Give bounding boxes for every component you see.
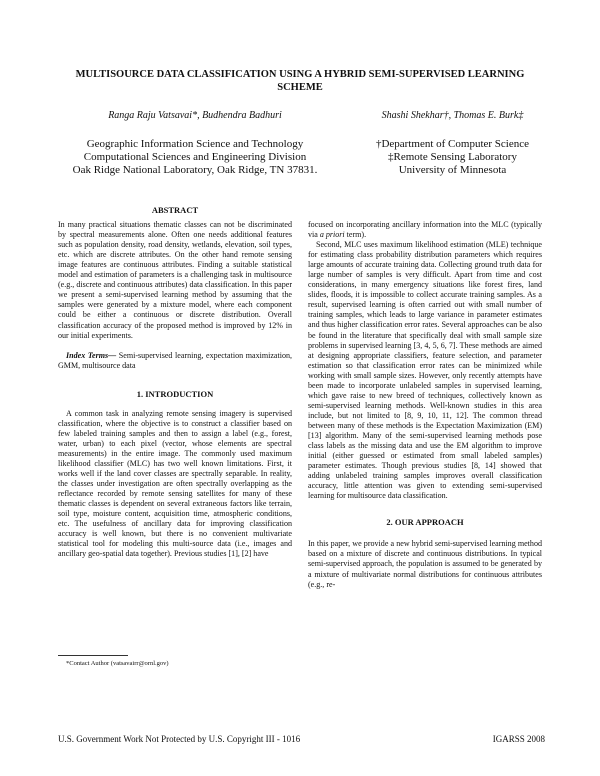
authors-right: Shashi Shekhar†, Thomas E. Burk‡	[381, 110, 524, 121]
approach-paragraph: In this paper, we provide a new hybrid semi-supervised learning method based on a mixture of discrete and continuous distributions. In typical semi-supervised approach, the population is assumed to be generated by a mixture of multivariate normal distributions for continuous attributes (e.g., re-	[308, 539, 542, 589]
left-column	[58, 205, 292, 559]
footnote: *Contact Author (vatsavairr@ornl.gov)	[66, 660, 169, 667]
footer-venue: IGARSS 2008	[492, 734, 545, 744]
footer-left	[58, 734, 300, 744]
affiliation-line: Oak Ridge National Laboratory, Oak Ridge, TN 37831.	[72, 164, 318, 176]
index-terms-label: Index Terms—	[66, 350, 117, 360]
affiliation-line: University of Minnesota	[398, 164, 507, 176]
approach-heading: 2. OUR APPROACH	[386, 517, 464, 528]
index-terms-text: Semi-supervised learning, expectation maximization, GMM, multisource data	[58, 350, 293, 370]
affiliation-line: ‡Remote Sensing Laboratory	[388, 151, 517, 163]
affiliation-line: Computational Sciences and Engineering Division	[83, 151, 307, 163]
right-column	[308, 220, 542, 590]
intro-paragraph: A common task in analyzing remote sensing imagery is supervised classification, where the objective is to construct a classifier based on few labeled training samples and then to assign a label (e.g., forest, water, urban) to each pixel (vector, whose elements are spectral measurements) in the entire image. The commonly used maximum likelihood classifier (MLC) has two well known limitations. First, it works well if the land cover classes are spectrally separable. In reality, the classes under investigation are often spectrally overlapping as the reflectance recorded by remote sensing satellites for many of these thematic classes is dependent on several extraneous factors like terrain, soil type, moisture content, acquisition time, atmospheric conditions, etc. The usefulness of ancillary data for improving classification accuracy is well known, but there is no convenient multivariate statistical tool for modeling this multi-source data (i.e., images and ancillary geo-spatial data together). Previous studies [1], [2] have	[58, 408, 292, 559]
abstract-text: In many practical situations thematic classes can not be discriminated by spectral measurements alone. Often one needs additional features such as population density, road density, wetlands, elevation, soil types, etc. which are discrete attributes. On the other hand remote sensing image features are continuous attributes. Finding a suitable statistical model and estimation of parameters is a challenging task in multisource (e.g., discrete and continuous attributes) data classification. In this paper we present a semi-supervised learning method by assuming that the samples were generated by a mixture model, where each component could be either a continuous or discrete distribution. Overall classification accuracy of the proposed method is improved by 12% in our initial experiments.	[58, 220, 292, 340]
paper-title: MULTISOURCE DATA CLASSIFICATION USING A HYBRID SEMI-SUPERVISED LEARNING SCHEME	[75, 69, 525, 93]
abstract-heading: ABSTRACT	[151, 205, 199, 215]
affiliation-right	[355, 138, 550, 177]
footer-copyright: U.S. Government Work Not Protected by U.S. Copyright	[58, 734, 264, 744]
right-paragraph-2: Second, MLC uses maximum likelihood estimation (MLE) technique for estimating class probability distribution parameters which requires large amounts of accurate training data. Collecting ground truth data for large number of samples is very difficult. Apart from time and cost considerations, in many emergency situations like forest fires, land slides, floods, it is impossible to collect accurate training samples. As a result, supervised learning is often carried out with small number of training samples, which leads to large variance in parameter estimates and thus higher classification error rates. Several approaches can be also be found in the literature that specifically deal with small sample size problems in supervised learning [3, 4, 5, 6, 7]. These methods are aimed at designing appropriate classifiers, feature selection, and parameter estimation so that classification error rates can be minimized while working with small sample sizes. However, only recently attempts have been made to incorporate unlabeled samples in supervised learning, which gave raise to new breed of techniques, collectively known as semi-supervised learning methods. Well-known studies in this area include, but not limited to [8, 9, 10, 11, 12]. The common thread between many of these methods is the Expectation Maximization (EM) [13] algorithm. Many of the semi-supervised learning methods pose class labels as the missing data and use the EM algorithm to improve initial (either guessed or estimated from small labeled samples) parameter estimates. Though previous studies [8, 14] showed that adding unlabeled training samples improves overall classification accuracy, little attention was given to extending semi-supervised learning for multisource data classification.	[308, 240, 542, 501]
authors-left: Ranga Raju Vatsavai*, Budhendra Badhuri	[108, 110, 282, 121]
footnote-divider	[58, 655, 128, 656]
right-paragraph-1-b: term).	[344, 230, 367, 240]
affiliation-left	[55, 138, 335, 177]
index-terms	[58, 351, 292, 371]
right-paragraph-1-italic: a priori	[319, 230, 345, 240]
right-paragraph-1	[308, 220, 542, 240]
intro-heading: 1. INTRODUCTION	[136, 388, 214, 399]
footer-page-number: III - 1016	[265, 734, 301, 744]
affiliation-line: †Department of Computer Science	[375, 138, 530, 150]
right-paragraph-1-a: focused on incorporating ancillary information into the MLC (typically via	[308, 220, 542, 240]
affiliation-line: Geographic Information Science and Technology	[86, 138, 304, 150]
